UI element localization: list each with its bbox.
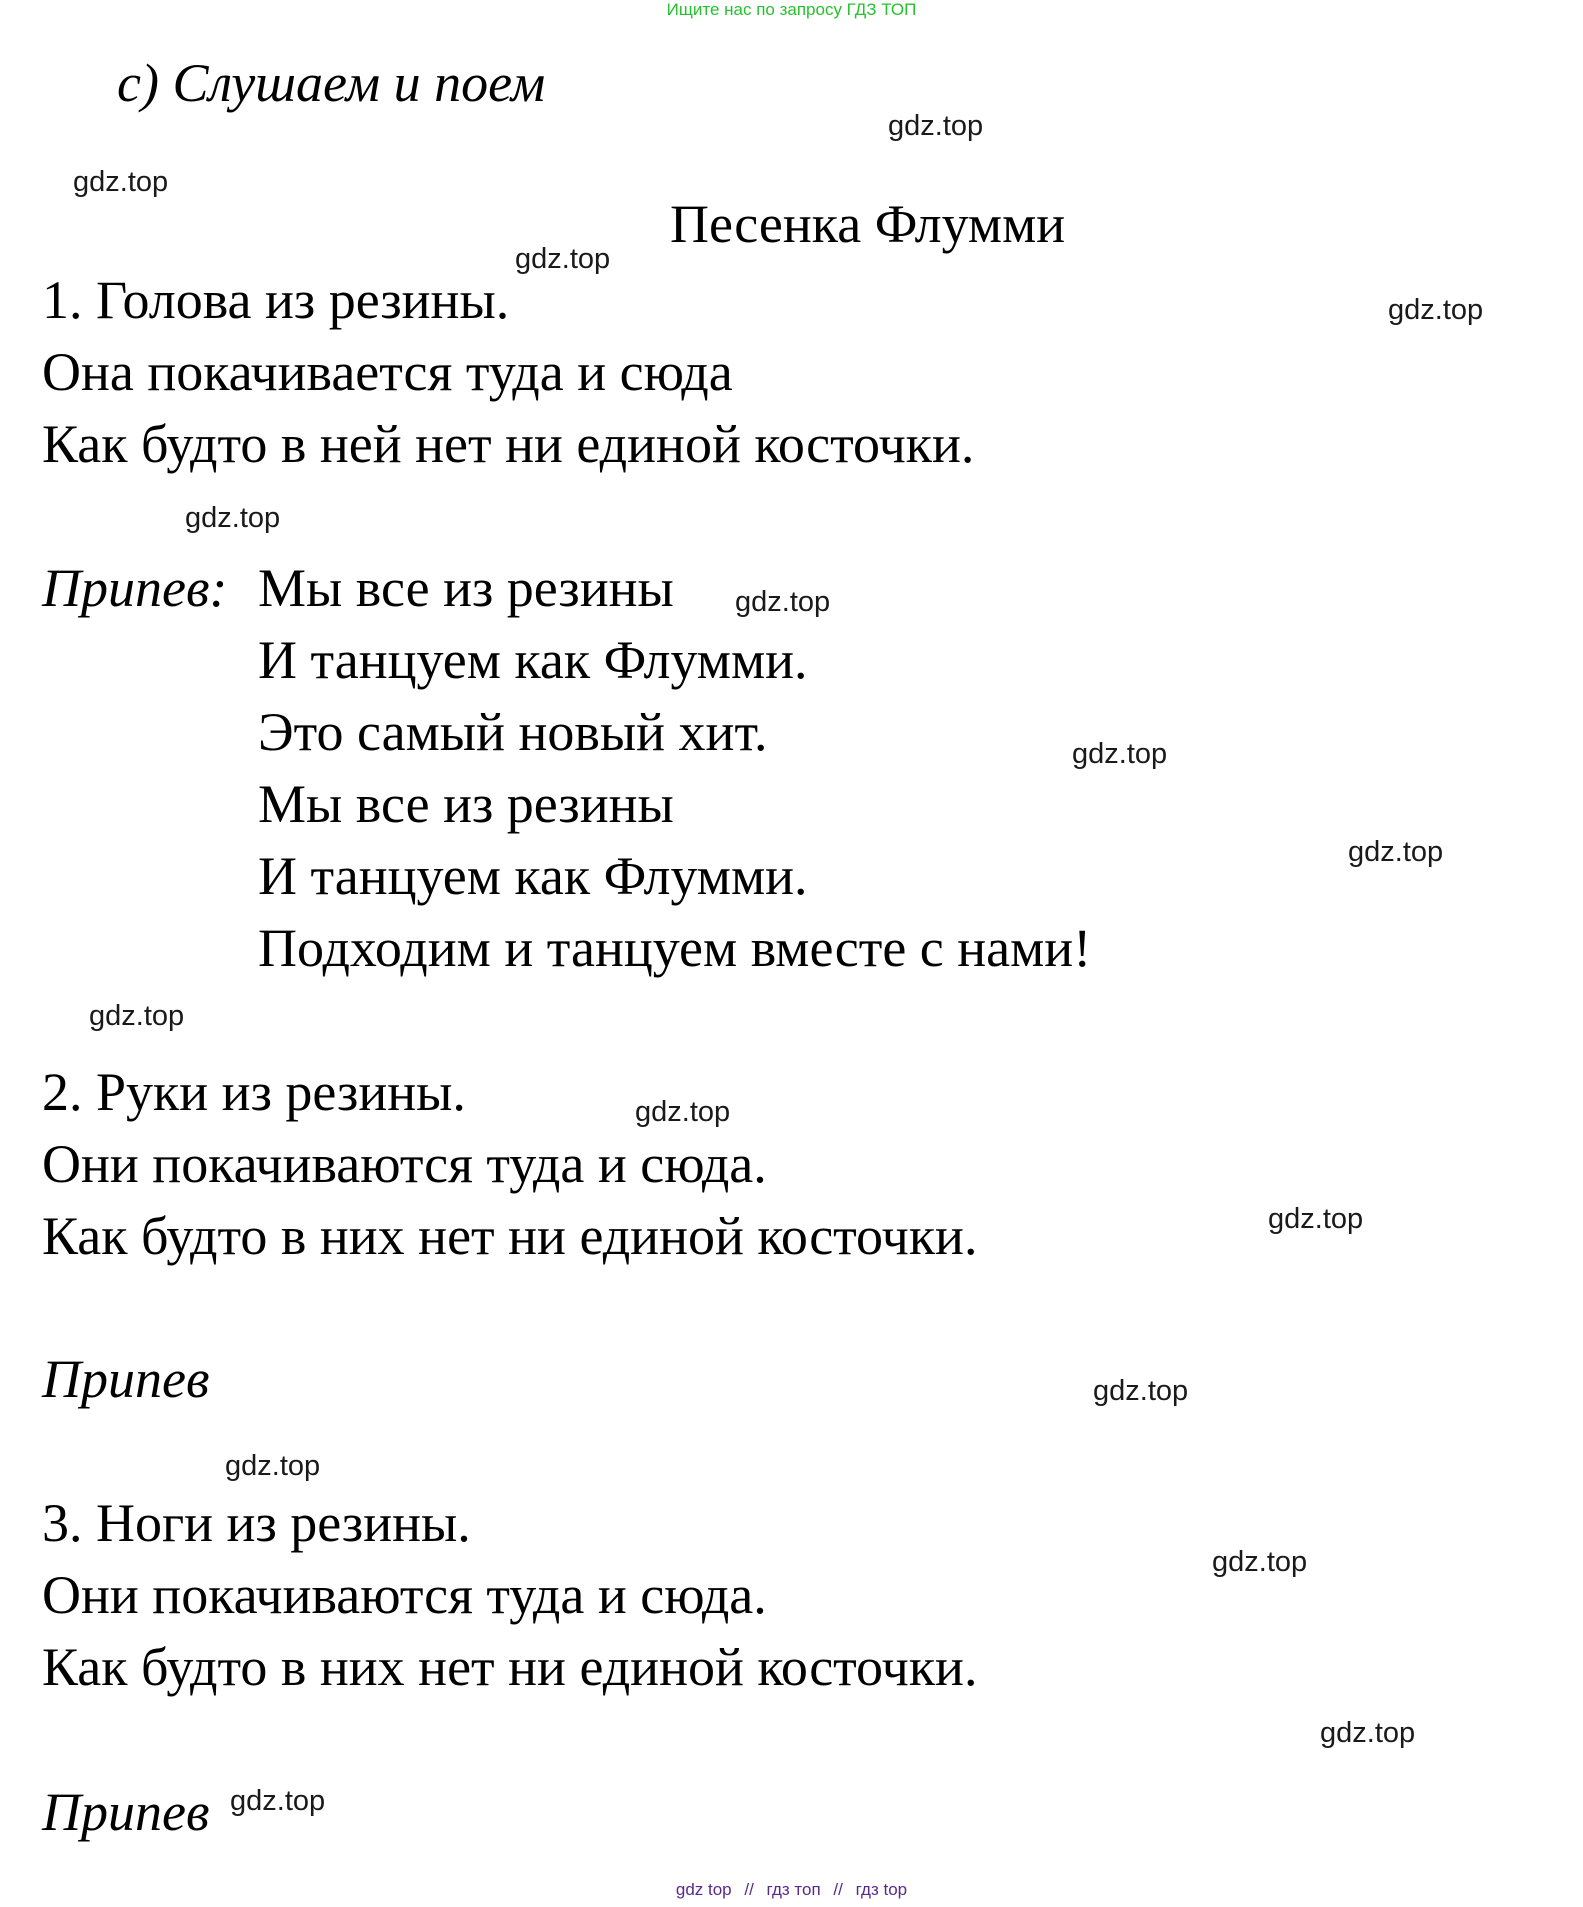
watermark: gdz.top [230, 1785, 326, 1817]
verse1-line1: 1. Голова из резины. [42, 270, 510, 330]
chorus-label: Припев: [42, 558, 228, 618]
chorus-line-1: Мы все из резины [258, 558, 674, 618]
watermark: gdz.top [1348, 836, 1444, 868]
chorus-line-6: Подходим и танцуем вместе с нами! [258, 918, 1092, 978]
verse2-line3: Как будто в них нет ни единой косточки. [42, 1206, 978, 1266]
chorus-line-2: И танцуем как Флумми. [258, 630, 808, 690]
watermark: gdz.top [185, 502, 281, 534]
chorus-line-5: И танцуем как Флумми. [258, 846, 808, 906]
chorus-reference-2: Припев [42, 1782, 210, 1842]
watermark: gdz.top [89, 1000, 185, 1032]
watermark: gdz.top [735, 586, 831, 618]
watermark: gdz.top [888, 110, 984, 142]
watermark: gdz.top [515, 243, 611, 275]
footer-part-3: гдз top [855, 1880, 908, 1899]
watermark: gdz.top [1093, 1375, 1189, 1407]
top-banner: Ищите нас по запросу ГДЗ ТОП [666, 0, 917, 19]
song-title: Песенка Флумми [670, 194, 1066, 254]
watermark: gdz.top [1072, 738, 1168, 770]
watermark: gdz.top [73, 166, 169, 198]
watermark: gdz.top [635, 1096, 731, 1128]
verse2-line2: Они покачиваются туда и сюда. [42, 1134, 767, 1194]
section-heading: c) Слушаем и поем [117, 53, 546, 113]
verse3-line2: Они покачиваются туда и сюда. [42, 1565, 767, 1625]
watermark: gdz.top [225, 1450, 321, 1482]
chorus-line-4: Мы все из резины [258, 774, 674, 834]
footer-part-2: гдз топ [766, 1880, 821, 1899]
verse3-line3: Как будто в них нет ни единой косточки. [42, 1637, 978, 1697]
watermark: gdz.top [1320, 1717, 1416, 1749]
footer [0, 1880, 1583, 1900]
watermark: gdz.top [1212, 1546, 1308, 1578]
chorus-reference-1: Припев [42, 1349, 210, 1409]
watermark: gdz.top [1268, 1203, 1364, 1235]
verse1-line2: Она покачивается туда и сюда [42, 342, 733, 402]
footer-part-1: gdz top [675, 1880, 732, 1899]
footer-separator: // [833, 1880, 843, 1899]
watermark: gdz.top [1388, 294, 1484, 326]
verse2-line1: 2. Руки из резины. [42, 1062, 466, 1122]
verse3-line1: 3. Ноги из резины. [42, 1493, 471, 1553]
chorus-line-3: Это самый новый хит. [258, 702, 768, 762]
footer-separator: // [744, 1880, 754, 1899]
verse1-line3: Как будто в ней нет ни единой косточки. [42, 414, 975, 474]
